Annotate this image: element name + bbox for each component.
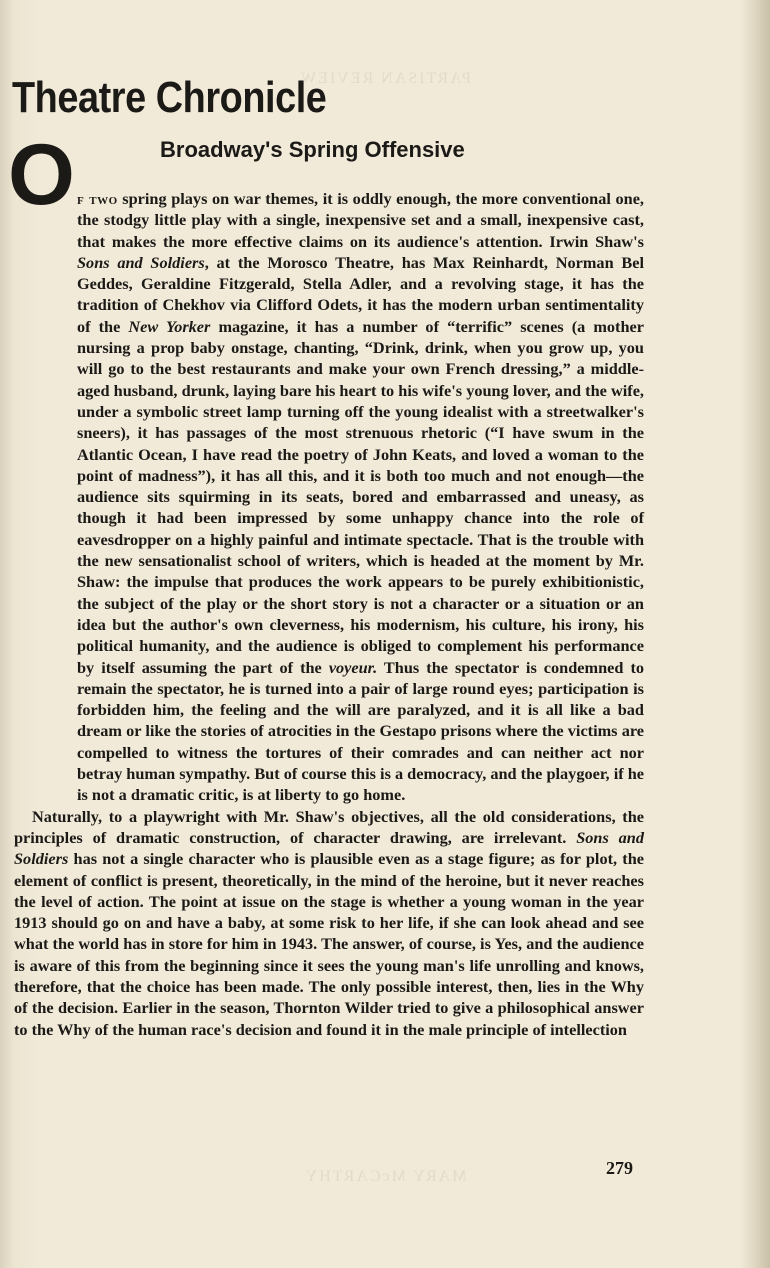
bleed-through-header: PARTISAN REVIEW (299, 70, 472, 87)
italic-title: voyeur. (328, 657, 378, 677)
lead-in-caps: f two (77, 189, 118, 208)
article-subtitle: Broadway's Spring Offensive (160, 137, 465, 162)
article-body (14, 188, 644, 1040)
drop-cap: O (8, 127, 75, 223)
paragraph-1 (77, 188, 644, 806)
page-number: 279 (606, 1158, 633, 1178)
italic-title: Sons and Soldiers (77, 252, 205, 272)
paragraph-1-text: spring plays on war themes, it is oddly enough, the more conventional one, the stodgy little play with a single, inexpensive set and a small, inexpensive cast, that makes the more effective claims on its audience's attention. Irwin Shaw's Sons and Soldiers, at the Morosco Theatre, has Max Reinhardt, Norman Bel Geddes, Geraldine Fitzgerald, Stella Adler, and a revolving stage, it has the tradition of Chekhov via Clifford Odets, it has the modern urban sentimentality of the New Yorker magazine, it has a number of “terrific” scenes (a mother nursing a prop baby onstage, chanting, “Drink, drink, when you grow up, you will go to the best restaurants and make your own French dressing,” a middle-aged husband, drunk, laying bare his heart to his wife's young lover, and the wife, under a symbolic street lamp turning off the young idealist with a streetwalker's sneers), it has passages of the most strenuous rhetoric (“I have swum in the Atlantic Ocean, I have read the poetry of John Keats, and loved a woman to the point of madness”), it has all this, and it is both too much and not enough—the audience sits squirming in its seats, bored and embarrassed and uneasy, as though it had been impressed by some unhappy chance into the role of eavesdropper on a highly painful and intimate spectacle. That is the trouble with the new sensationalist school of writers, which is headed at the moment by Mr. Shaw: the impulse that produces the work appears to be purely exhibitionistic, the subject of the play or the short story is not a character or a situation or an idea but the author's own cleverness, his modernism, his culture, his irony, his political humanity, and the audience is obliged to complement his performance by itself assuming the part of the voyeur. Thus the spectator is condemned to remain the spectator, he is turned into a pair of large round eyes; participation is forbidden him, the feeling and the will are paralyzed, and it is all like a bad dream or like the stories of atrocities in the Gestapo prisons where the victims are compelled to witness the tortures of their comrades and can neither act nor betray human sympathy. But of course this is a democracy, and the playgoer, if he is not a dramatic critic, is at liberty to go home. (77, 189, 645, 805)
italic-title: New Yorker (128, 316, 211, 336)
article-title: Theatre Chronicle (12, 73, 327, 122)
paragraph-2: Naturally, to a playwright with Mr. Shaw's objectives, all the old considerations, the principles of dramatic construction, of character drawing, are irrelevant. Sons and Soldiers has not a single character who is plausible even as a stage figure; as for plot, the element of conflict is present, theoretically, in the mind of the heroine, but it never reaches the level of action. The point at issue on the stage is whether a young woman in the year 1913 should go on and have a baby, at some risk to her life, if she can look ahead and see what the world has in store for him in 1943. The answer, of course, is Yes, and the audience is aware of this from the beginning since it sees the young man's life unrolling and knows, therefore, that the choice has been made. The only possible interest, then, lies in the Why of the decision. Earlier in the season, Thornton Wilder tried to give a philosophical answer to the Why of the human race's decision and found it in the male principle of intellection (14, 806, 644, 1039)
bleed-through-signature: MARY McCARTHY (303, 1168, 467, 1185)
italic-title: Sons and Soldiers (14, 827, 644, 869)
